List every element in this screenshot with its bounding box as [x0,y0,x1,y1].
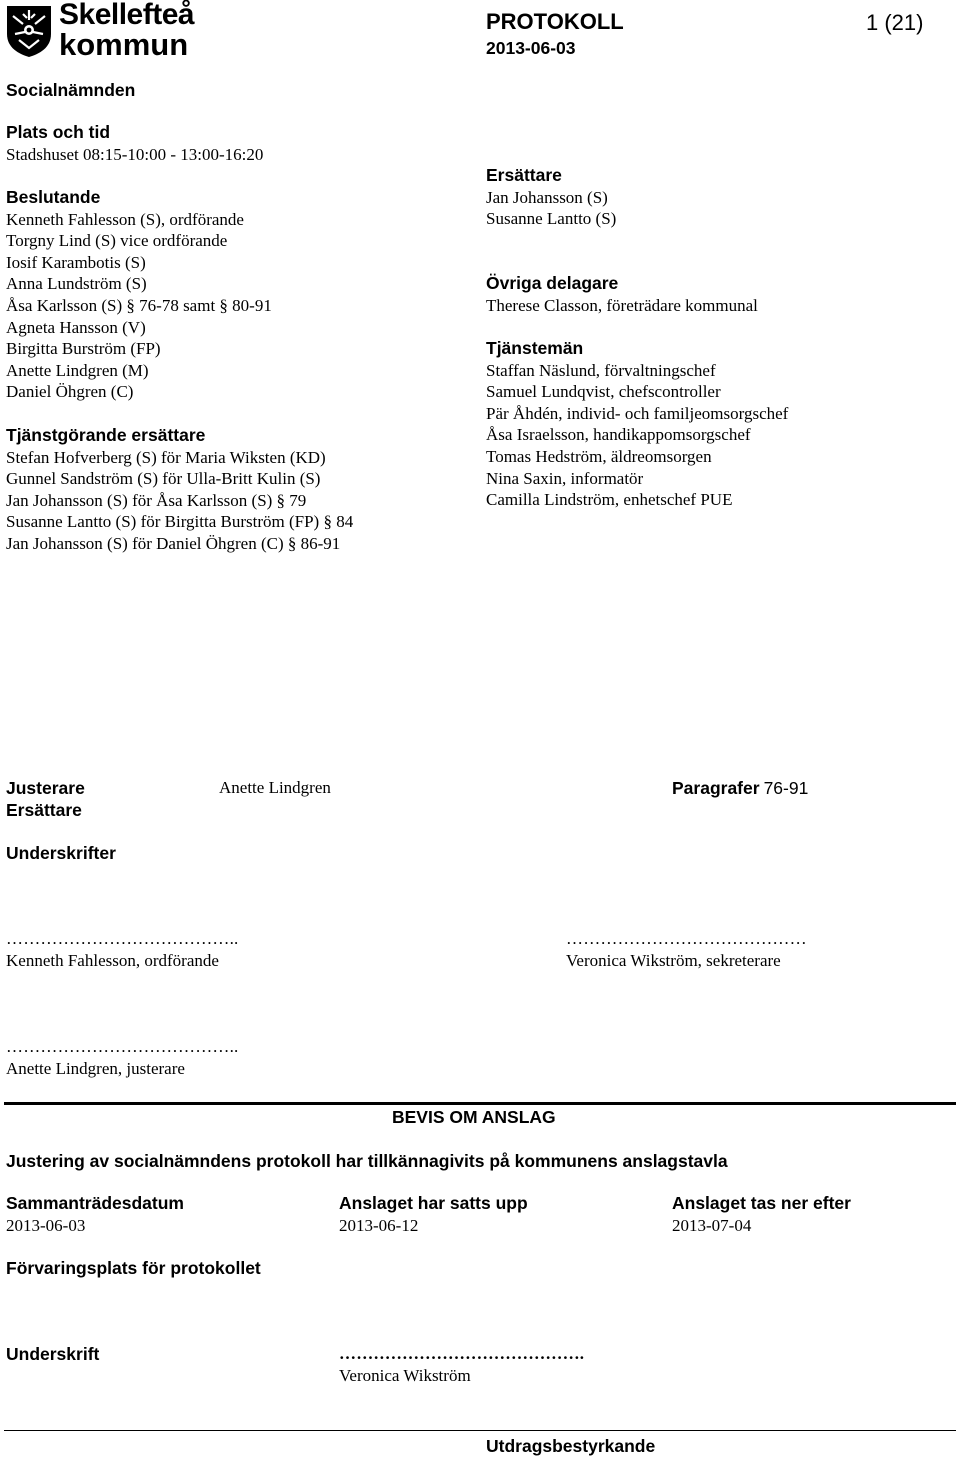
signature-line-secretary: …………………………………… [566,929,807,948]
notice-statement: Justering av socialnämndens protokoll har tillkännagivits på kommunens anslagstavla [6,1151,728,1171]
adjusters-substitute-label: Ersättare [6,800,82,820]
official: Staffan Näslund, förvaltningschef [486,360,716,380]
posted-date-value: 2013-06-12 [339,1215,419,1235]
posted-date-label: Anslaget har satts upp [339,1193,528,1213]
officials-section [486,338,788,511]
paragraphs-label: Paragrafer [672,778,760,798]
official: Åsa Israelsson, handikappomsorgschef [486,425,751,445]
deciding-member: Iosif Karambotis (S) [6,252,146,272]
deciding-member: Anna Lundström (S) [6,274,147,294]
substitute-member: Susanne Lantto (S) [486,209,617,229]
official: Samuel Lundqvist, chefscontroller [486,382,721,402]
place-time-section [6,122,263,165]
signature-line-adjuster: ………………………………….. [6,1037,239,1056]
deciding-member: Åsa Karlsson (S) § 76-78 samt § 80-91 [6,295,272,315]
deciding-member: Anette Lindgren (M) [6,360,149,380]
extract-certification-label: Utdragsbestyrkande [486,1436,656,1456]
deciding-member: Birgitta Burström (FP) [6,339,161,359]
substitutes-heading: Ersättare [486,165,562,185]
coat-of-arms-icon [5,4,53,58]
logo-text-skelleftea: Skellefteå [59,0,195,31]
deciding-heading: Beslutande [6,187,101,207]
other-participants-section [486,273,758,316]
notice-heading: BEVIS OM ANSLAG [392,1107,556,1127]
serving-substitutes-heading: Tjänstgörande ersättare [6,425,206,445]
deciding-member: Kenneth Fahlesson (S), ordförande [6,209,244,229]
signatures-heading: Underskrifter [6,843,116,863]
serving-substitute: Stefan Hofverberg (S) för Maria Wiksten (KD) [6,447,326,467]
storage-label: Förvaringsplats för protokollet [6,1258,261,1278]
official: Camilla Lindström, enhetschef PUE [486,490,733,510]
deciding-member: Daniel Öhgren (C) [6,382,134,402]
deciding-section [6,187,272,403]
meeting-date-label: Sammanträdesdatum [6,1193,184,1213]
document-title: PROTOKOLL [486,9,624,34]
adjusters-value: Anette Lindgren [219,778,331,797]
skelleftea-kommun-logo [5,2,200,62]
section-divider [4,1102,956,1105]
removed-date-field [672,1193,851,1236]
substitute-member: Jan Johansson (S) [486,187,608,207]
official: Tomas Hedström, äldreomsorgen [486,446,712,466]
other-participant: Therese Classon, företrädare kommunal [486,295,758,315]
footer-divider [4,1430,956,1431]
substitutes-section [486,165,616,230]
serving-substitute: Jan Johansson (S) för Åsa Karlsson (S) § 79 [6,490,307,510]
meeting-date-field [6,1193,184,1236]
signature-name-adjuster: Anette Lindgren, justerare [6,1059,185,1078]
signature-line-chair: ………………………………….. [6,929,239,948]
page-number: 1 (21) [866,10,924,35]
committee-name: Socialnämnden [6,80,136,100]
official: Nina Saxin, informatör [486,468,644,488]
adjusters-label: Justerare [6,778,85,798]
removed-date-value: 2013-07-04 [672,1215,752,1235]
notice-signature-label: Underskrift [6,1344,100,1364]
removed-date-label: Anslaget tas ner efter [672,1193,851,1213]
place-time-value: Stadshuset 08:15-10:00 - 13:00-16:20 [6,144,264,164]
place-time-heading: Plats och tid [6,122,111,142]
officials-heading: Tjänstemän [486,338,584,358]
serving-substitute: Susanne Lantto (S) för Birgitta Burström (FP) § 84 [6,512,354,532]
signature-name-chair: Kenneth Fahlesson, ordförande [6,951,219,970]
posted-date-field [339,1193,528,1236]
deciding-member: Torgny Lind (S) vice ordförande [6,231,228,251]
serving-substitute: Jan Johansson (S) för Daniel Öhgren (C) § 86-91 [6,533,341,553]
serving-substitutes-section [6,425,353,555]
official: Pär Åhdén, individ- och familjeomsorgschef [486,403,789,423]
signature-name-secretary: Veronica Wikström, sekreterare [566,951,781,970]
document-date: 2013-06-03 [486,38,576,58]
paragraphs-value: 76-91 [763,778,809,798]
meeting-date-value: 2013-06-03 [6,1215,86,1235]
notice-signature-name: Veronica Wikström [339,1366,471,1385]
notice-signature-line: ……………………………………. [339,1344,585,1363]
logo-text-kommun: kommun [59,27,189,62]
serving-substitute: Gunnel Sandström (S) för Ulla-Britt Kulin (S) [6,469,321,489]
other-participants-heading: Övriga delagare [486,273,619,293]
paragraphs-field [672,778,808,799]
deciding-member: Agneta Hansson (V) [6,317,146,337]
